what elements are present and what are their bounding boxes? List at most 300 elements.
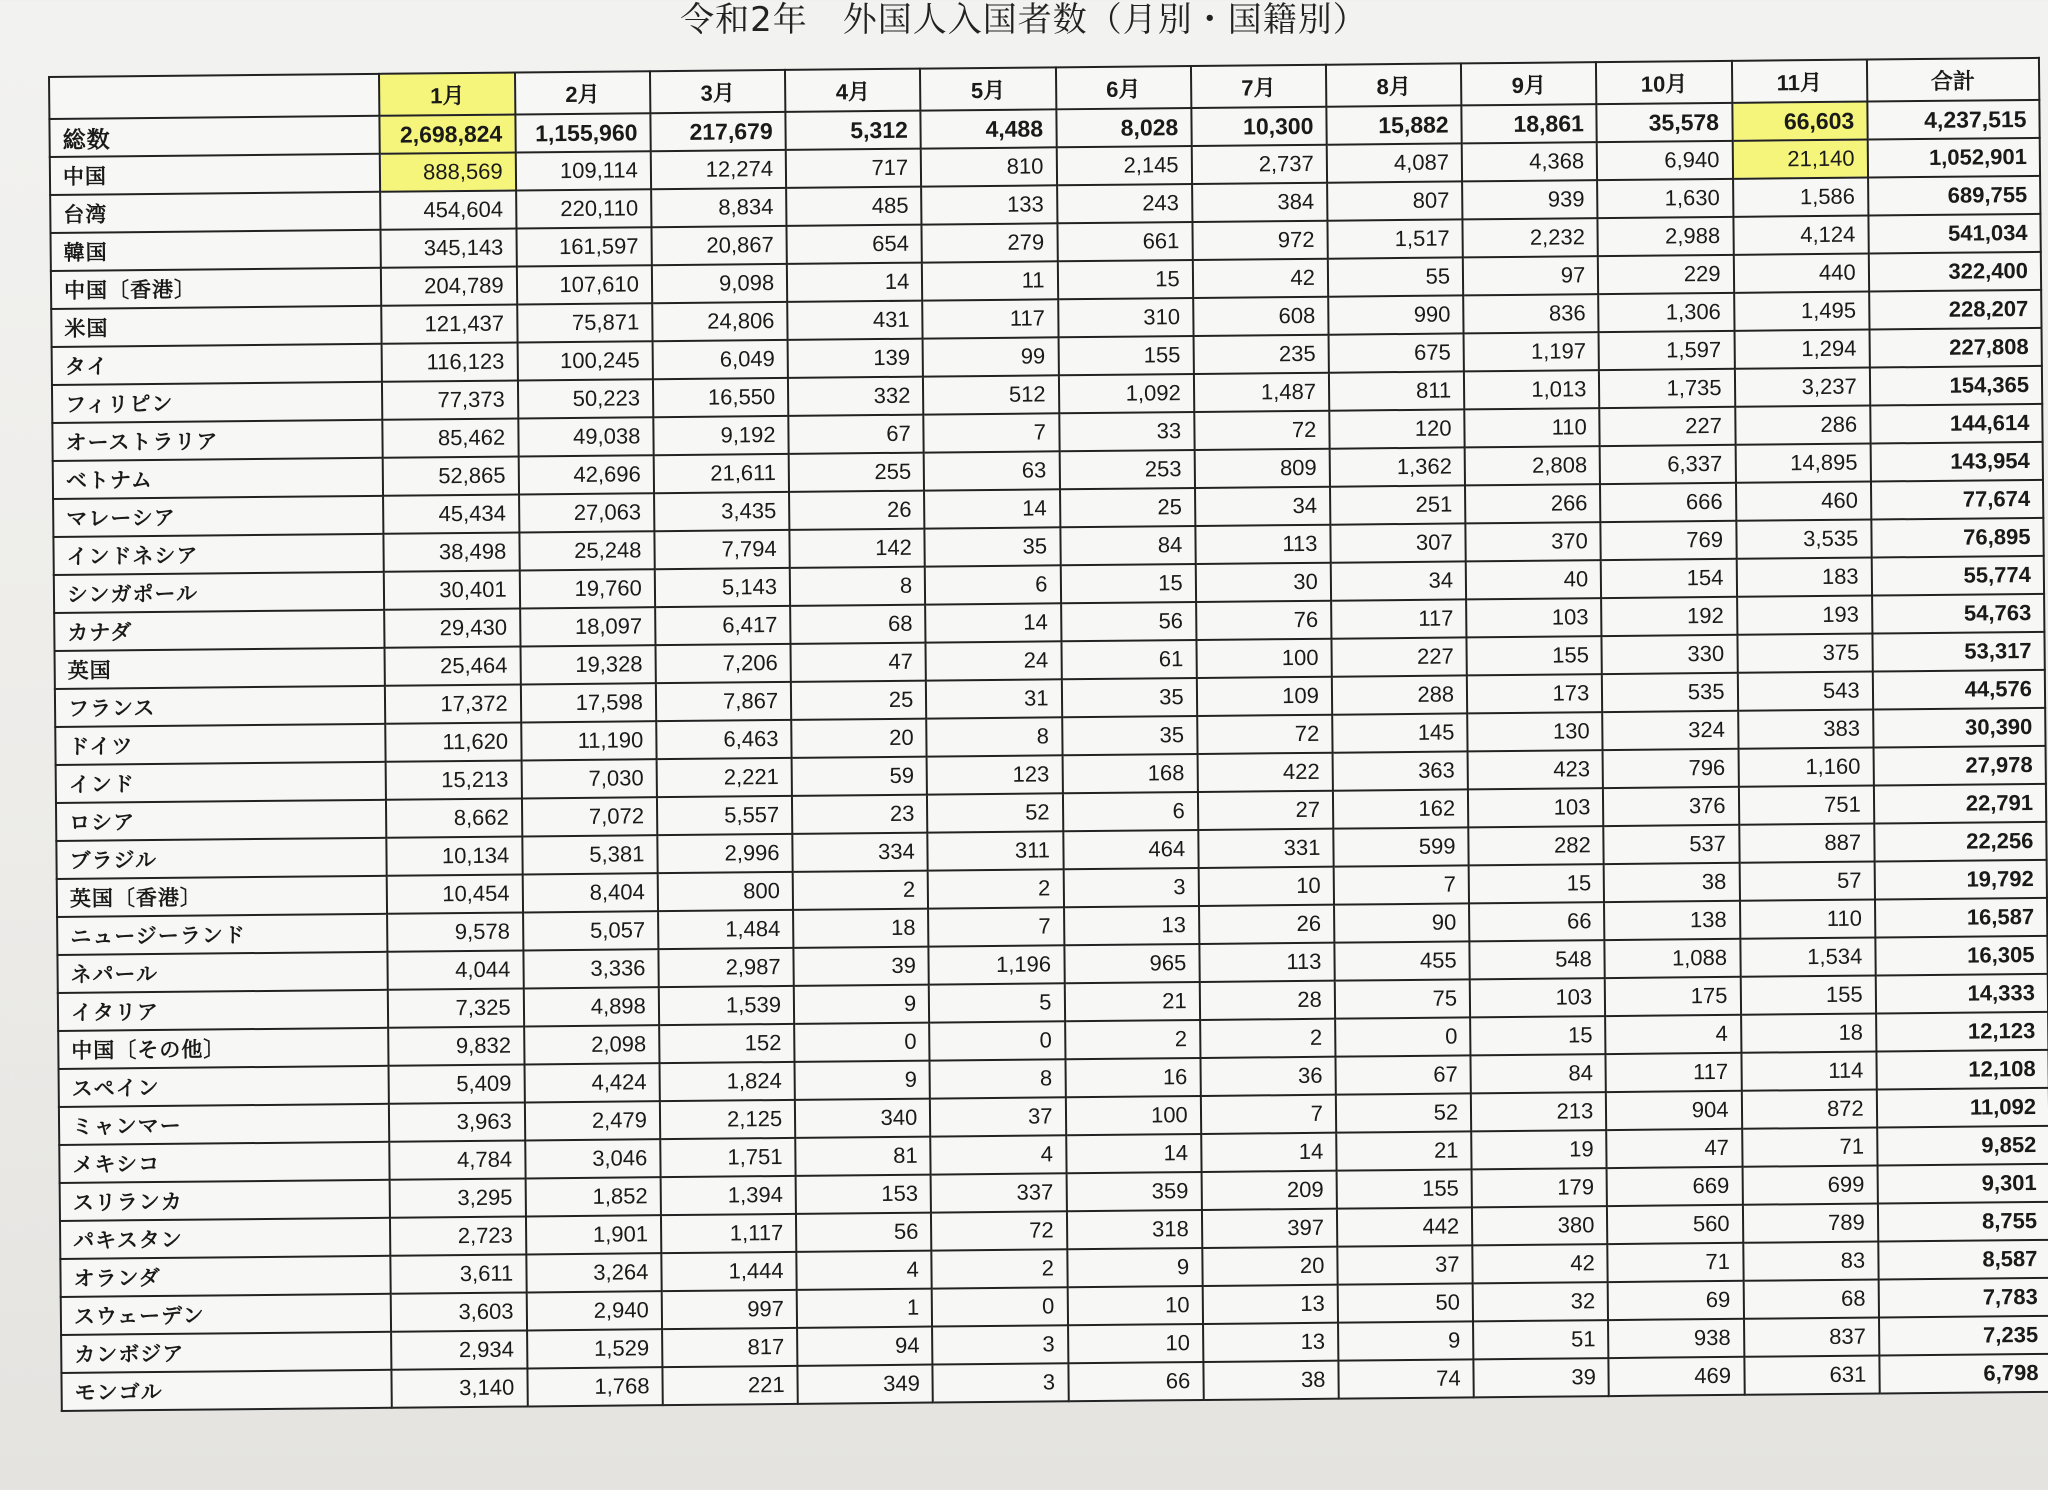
- month-value: 75: [1335, 979, 1471, 1018]
- column-header: 6月: [1055, 66, 1191, 109]
- month-value: 34: [1195, 487, 1331, 526]
- month-value: 120: [1329, 409, 1465, 448]
- month-value: 35: [1061, 678, 1197, 717]
- month-value: 42,696: [518, 455, 654, 494]
- month-value: 1,597: [1599, 331, 1735, 370]
- month-value: 16,550: [653, 378, 789, 417]
- month-value: 3: [933, 1363, 1069, 1402]
- month-value: 37: [1337, 1245, 1473, 1284]
- month-value: 965: [1064, 944, 1200, 983]
- total-value: 44,576: [1873, 670, 2046, 710]
- month-value: 330: [1602, 635, 1738, 674]
- month-value: 25,248: [519, 531, 655, 570]
- month-value: 25: [791, 681, 927, 720]
- month-value: 4: [796, 1251, 932, 1290]
- month-value: 817: [662, 1328, 798, 1367]
- month-value: 279: [922, 223, 1058, 262]
- month-value: 3,046: [525, 1139, 661, 1178]
- month-value: 345,143: [381, 229, 517, 268]
- month-value: 21,611: [654, 454, 790, 493]
- month-value: 12,274: [651, 150, 787, 189]
- total-value: 9,852: [1877, 1126, 2048, 1166]
- month-value: 50,223: [518, 379, 654, 418]
- month-value: 217,679: [650, 112, 786, 151]
- month-value: 9,578: [388, 912, 524, 951]
- month-value: 75,871: [517, 303, 653, 342]
- month-value: 14: [1201, 1133, 1337, 1172]
- month-value: 9: [795, 1061, 931, 1100]
- month-value: 1,534: [1740, 938, 1876, 977]
- month-value: 117: [1331, 599, 1467, 638]
- month-value: 2,723: [390, 1216, 526, 1255]
- month-value: 1,901: [526, 1215, 662, 1254]
- month-value: 4,087: [1327, 143, 1463, 182]
- column-header: 8月: [1326, 63, 1462, 106]
- month-value: 3,264: [526, 1253, 662, 1292]
- month-value: 2,988: [1598, 217, 1734, 256]
- month-value: 100,245: [517, 341, 653, 380]
- month-value: 6,337: [1600, 445, 1736, 484]
- total-value: 14,333: [1875, 974, 2048, 1014]
- month-value: 938: [1608, 1319, 1744, 1358]
- month-value: 72: [1197, 715, 1333, 754]
- month-value: 59: [792, 757, 928, 796]
- month-value: 103: [1466, 598, 1602, 637]
- month-value: 796: [1603, 749, 1739, 788]
- month-value: 142: [789, 529, 925, 568]
- total-value: 22,791: [1874, 784, 2047, 824]
- month-value: 109,114: [515, 151, 651, 190]
- month-value: 631: [1744, 1355, 1880, 1394]
- month-value: 66,603: [1732, 102, 1868, 141]
- month-value: 1,852: [525, 1177, 661, 1216]
- country-name: 台湾: [50, 192, 381, 233]
- total-value: 22,256: [1874, 822, 2047, 862]
- country-name: マレーシア: [53, 496, 384, 537]
- month-value: 1,197: [1464, 332, 1600, 371]
- month-value: 1,117: [661, 1214, 797, 1253]
- month-value: 85,462: [383, 419, 519, 458]
- month-value: 1,586: [1733, 178, 1869, 217]
- month-value: 90: [1334, 903, 1470, 942]
- month-value: 2,479: [525, 1101, 661, 1140]
- month-value: 423: [1468, 750, 1604, 789]
- total-value: 144,614: [1870, 404, 2043, 444]
- country-name: スリランカ: [60, 1180, 391, 1221]
- month-value: 36: [1200, 1057, 1336, 1096]
- month-value: 2,934: [392, 1330, 528, 1369]
- month-value: 138: [1604, 901, 1740, 940]
- month-value: 14: [925, 603, 1061, 642]
- month-value: 19,328: [520, 645, 656, 684]
- month-value: 331: [1198, 829, 1334, 868]
- month-value: 548: [1469, 940, 1605, 979]
- month-value: 789: [1742, 1203, 1878, 1242]
- month-value: 454,604: [381, 191, 517, 230]
- month-value: 17,598: [521, 683, 657, 722]
- country-name: 中国: [50, 154, 381, 195]
- month-value: 34: [1331, 561, 1467, 600]
- month-value: 68: [1743, 1279, 1879, 1318]
- total-value: 143,954: [1870, 442, 2043, 482]
- month-value: 535: [1602, 673, 1738, 712]
- column-header: 1月: [379, 73, 515, 116]
- total-value: 16,305: [1875, 936, 2048, 976]
- total-value: 12,108: [1876, 1050, 2048, 1090]
- month-value: 2,232: [1463, 218, 1599, 257]
- month-value: 512: [923, 375, 1059, 414]
- month-value: 154: [1601, 559, 1737, 598]
- month-value: 2,125: [660, 1100, 796, 1139]
- month-value: 35: [925, 527, 1061, 566]
- month-value: 380: [1472, 1206, 1608, 1245]
- month-value: 800: [658, 872, 794, 911]
- month-value: 318: [1066, 1210, 1202, 1249]
- month-value: 3,237: [1734, 368, 1870, 407]
- month-value: 109: [1197, 677, 1333, 716]
- month-value: 376: [1603, 787, 1739, 826]
- month-value: 9: [794, 985, 930, 1024]
- month-value: 0: [929, 1021, 1065, 1060]
- month-value: 560: [1607, 1205, 1743, 1244]
- header-corner: [49, 74, 380, 119]
- month-value: 811: [1329, 371, 1465, 410]
- month-value: 51: [1473, 1320, 1609, 1359]
- country-name: オーストラリア: [52, 420, 383, 461]
- month-value: 337: [931, 1173, 1067, 1212]
- month-value: 431: [787, 301, 923, 340]
- month-value: 63: [924, 451, 1060, 490]
- month-value: 67: [788, 415, 924, 454]
- month-value: 7: [1201, 1095, 1337, 1134]
- month-value: 4,124: [1733, 216, 1869, 255]
- month-value: 9,192: [653, 416, 789, 455]
- month-value: 661: [1057, 222, 1193, 261]
- column-header: 11月: [1731, 60, 1867, 103]
- month-value: 193: [1737, 596, 1873, 635]
- month-value: 10,300: [1191, 107, 1327, 146]
- month-value: 6: [925, 565, 1061, 604]
- month-value: 11: [922, 261, 1058, 300]
- month-value: 1: [797, 1289, 933, 1328]
- month-value: 155: [1336, 1169, 1472, 1208]
- total-value: 154,365: [1870, 366, 2043, 406]
- country-name: ブラジル: [56, 838, 387, 879]
- month-value: 5,057: [523, 911, 659, 950]
- month-value: 2,145: [1056, 146, 1192, 185]
- month-value: 21: [1336, 1131, 1472, 1170]
- country-name: 韓国: [51, 230, 382, 271]
- month-value: 100: [1065, 1096, 1201, 1135]
- month-value: 145: [1332, 713, 1468, 752]
- month-value: 8,662: [386, 798, 522, 837]
- month-value: 669: [1607, 1167, 1743, 1206]
- month-value: 7: [1334, 865, 1470, 904]
- month-value: 67: [1335, 1055, 1471, 1094]
- month-value: 440: [1733, 254, 1869, 293]
- month-value: 2,221: [656, 758, 792, 797]
- country-name: 中国〔その他〕: [58, 1028, 389, 1069]
- total-value: 11,092: [1877, 1088, 2048, 1128]
- month-value: 5,312: [785, 111, 921, 150]
- month-value: 161,597: [516, 227, 652, 266]
- month-value: 2,698,824: [380, 115, 516, 154]
- month-value: 47: [1607, 1129, 1743, 1168]
- month-value: 397: [1202, 1209, 1338, 1248]
- month-value: 255: [789, 453, 925, 492]
- month-value: 26: [1199, 905, 1335, 944]
- month-value: 282: [1468, 826, 1604, 865]
- total-value: 1,052,901: [1867, 138, 2040, 178]
- month-value: 7,072: [522, 797, 658, 836]
- total-value: 12,123: [1876, 1012, 2048, 1052]
- country-name: フランス: [55, 686, 386, 727]
- month-value: 15: [1057, 260, 1193, 299]
- month-value: 972: [1192, 221, 1328, 260]
- month-value: 121,437: [382, 305, 518, 344]
- month-value: 229: [1598, 255, 1734, 294]
- month-value: 15: [1470, 1016, 1606, 1055]
- table-body: [49, 100, 2048, 1411]
- month-value: 2: [1065, 1020, 1201, 1059]
- country-name: 英国: [55, 648, 386, 689]
- column-header: 合計: [1867, 58, 2040, 102]
- month-value: 363: [1332, 751, 1468, 790]
- column-header: 10月: [1596, 61, 1732, 104]
- month-value: 0: [932, 1287, 1068, 1326]
- immigration-table: [48, 57, 2048, 1412]
- country-name: イタリア: [58, 990, 389, 1031]
- month-value: 6,463: [656, 720, 792, 759]
- month-value: 81: [795, 1137, 931, 1176]
- month-value: 4,424: [524, 1063, 660, 1102]
- month-value: 1,088: [1605, 939, 1741, 978]
- month-value: 29,430: [385, 608, 521, 647]
- month-value: 1,155,960: [515, 113, 651, 152]
- month-value: 15,213: [386, 760, 522, 799]
- total-value: 322,400: [1869, 252, 2042, 292]
- month-value: 39: [793, 947, 929, 986]
- total-value: 30,390: [1873, 708, 2046, 748]
- country-name: ミャンマー: [59, 1104, 390, 1145]
- month-value: 1,517: [1327, 219, 1463, 258]
- month-value: 543: [1737, 672, 1873, 711]
- month-value: 179: [1472, 1168, 1608, 1207]
- month-value: 69: [1608, 1281, 1744, 1320]
- month-value: 18,097: [520, 607, 656, 646]
- month-value: 61: [1061, 640, 1197, 679]
- month-value: 27: [1198, 791, 1334, 830]
- month-value: 442: [1337, 1207, 1473, 1246]
- total-value: 227,808: [1869, 328, 2042, 368]
- month-value: 39: [1473, 1358, 1609, 1397]
- total-value: 541,034: [1868, 214, 2041, 254]
- month-value: 8: [790, 567, 926, 606]
- month-value: 370: [1465, 522, 1601, 561]
- month-value: 32: [1473, 1282, 1609, 1321]
- total-value: 76,895: [1871, 518, 2044, 558]
- month-value: 253: [1059, 450, 1195, 489]
- country-name: カンボジア: [61, 1332, 392, 1373]
- month-value: 26: [789, 491, 925, 530]
- month-value: 9,832: [389, 1026, 525, 1065]
- month-value: 24: [926, 641, 1062, 680]
- column-header: 2月: [515, 71, 651, 114]
- month-value: 83: [1743, 1241, 1879, 1280]
- total-value: 7,783: [1878, 1278, 2048, 1318]
- country-name: パキスタン: [60, 1218, 391, 1259]
- total-value: 4,237,515: [1867, 100, 2040, 140]
- month-value: 47: [791, 643, 927, 682]
- total-value: 77,674: [1871, 480, 2044, 520]
- month-value: 4,368: [1462, 142, 1598, 181]
- month-value: 3: [932, 1325, 1068, 1364]
- month-value: 42: [1193, 259, 1329, 298]
- month-value: 7,867: [656, 682, 792, 721]
- month-value: 872: [1741, 1089, 1877, 1128]
- month-value: 97: [1463, 256, 1599, 295]
- month-value: 68: [790, 605, 926, 644]
- month-value: 422: [1197, 753, 1333, 792]
- month-value: 0: [794, 1023, 930, 1062]
- month-value: 57: [1739, 862, 1875, 901]
- month-value: 1,824: [659, 1062, 795, 1101]
- month-value: 107,610: [517, 265, 653, 304]
- month-value: 837: [1744, 1317, 1880, 1356]
- month-value: 192: [1601, 597, 1737, 636]
- month-value: 50: [1338, 1283, 1474, 1322]
- month-value: 1,487: [1194, 373, 1330, 412]
- month-value: 2: [1200, 1019, 1336, 1058]
- month-value: 56: [796, 1213, 932, 1252]
- month-value: 103: [1468, 788, 1604, 827]
- total-value: 8,587: [1878, 1240, 2048, 1280]
- month-value: 209: [1201, 1171, 1337, 1210]
- country-name: ベトナム: [53, 458, 384, 499]
- month-value: 19,760: [519, 569, 655, 608]
- month-value: 2,996: [657, 834, 793, 873]
- country-name: メキシコ: [59, 1142, 390, 1183]
- month-value: 6,049: [652, 340, 788, 379]
- month-value: 1,362: [1330, 447, 1466, 486]
- month-value: 1,444: [661, 1252, 797, 1291]
- month-value: 117: [922, 299, 1058, 338]
- month-value: 139: [788, 339, 924, 378]
- month-value: 74: [1338, 1359, 1474, 1398]
- month-value: 100: [1196, 639, 1332, 678]
- month-value: 20: [791, 719, 927, 758]
- month-value: 2: [932, 1249, 1068, 1288]
- month-value: 14: [787, 263, 923, 302]
- month-value: 9: [1067, 1248, 1203, 1287]
- month-value: 654: [787, 225, 923, 264]
- month-value: 99: [923, 337, 1059, 376]
- month-value: 1,160: [1738, 748, 1874, 787]
- country-name: 総数: [49, 116, 380, 157]
- month-value: 66: [1469, 902, 1605, 941]
- month-value: 1,529: [527, 1329, 663, 1368]
- month-value: 1,768: [527, 1367, 663, 1406]
- month-value: 35: [1062, 716, 1198, 755]
- month-value: 11,620: [386, 722, 522, 761]
- page-title: 令和2年 外国人入国者数（月別・国籍別）: [680, 0, 1368, 40]
- month-value: 375: [1737, 634, 1873, 673]
- month-value: 997: [662, 1290, 798, 1329]
- month-value: 94: [797, 1327, 933, 1366]
- month-value: 10,454: [387, 874, 523, 913]
- month-value: 14: [1066, 1134, 1202, 1173]
- month-value: 31: [926, 679, 1062, 718]
- month-value: 19: [1471, 1130, 1607, 1169]
- country-name: シンガポール: [54, 572, 385, 613]
- month-value: 76: [1196, 601, 1332, 640]
- month-value: 2,808: [1465, 446, 1601, 485]
- month-value: 5,409: [389, 1064, 525, 1103]
- month-value: 243: [1057, 184, 1193, 223]
- month-value: 66: [1068, 1362, 1204, 1401]
- month-value: 38,498: [384, 532, 520, 571]
- month-value: 7: [924, 413, 1060, 452]
- month-value: 103: [1470, 978, 1606, 1017]
- country-name: カナダ: [54, 610, 385, 651]
- month-value: 332: [788, 377, 924, 416]
- month-value: 836: [1463, 294, 1599, 333]
- month-value: 71: [1742, 1127, 1878, 1166]
- month-value: 3,140: [392, 1368, 528, 1407]
- month-value: 3,535: [1736, 520, 1872, 559]
- month-value: 18: [1741, 1013, 1877, 1052]
- month-value: 18: [793, 909, 929, 948]
- month-value: 10: [1198, 867, 1334, 906]
- month-value: 13: [1064, 906, 1200, 945]
- month-value: 2,940: [526, 1291, 662, 1330]
- total-value: 27,978: [1873, 746, 2046, 786]
- month-value: 133: [921, 185, 1057, 224]
- month-value: 4: [931, 1135, 1067, 1174]
- month-value: 84: [1060, 526, 1196, 565]
- month-value: 3: [1063, 868, 1199, 907]
- month-value: 340: [795, 1099, 931, 1138]
- month-value: 3,603: [391, 1292, 527, 1331]
- month-value: 286: [1735, 406, 1871, 445]
- month-value: 33: [1059, 412, 1195, 451]
- month-value: 52: [1336, 1093, 1472, 1132]
- month-value: 464: [1063, 830, 1199, 869]
- month-value: 72: [1194, 411, 1330, 450]
- month-value: 9,098: [652, 264, 788, 303]
- month-value: 152: [659, 1024, 795, 1063]
- month-value: 84: [1471, 1054, 1607, 1093]
- month-value: 2,987: [658, 948, 794, 987]
- month-value: 227: [1331, 637, 1467, 676]
- month-value: 990: [1328, 295, 1464, 334]
- month-value: 20,867: [651, 226, 787, 265]
- month-value: 7,325: [388, 988, 524, 1027]
- total-value: 55,774: [1871, 556, 2044, 596]
- month-value: 77,373: [382, 381, 518, 420]
- month-value: 52,865: [383, 457, 519, 496]
- month-value: 769: [1601, 521, 1737, 560]
- month-value: 155: [1058, 336, 1194, 375]
- month-value: 4: [1605, 1015, 1741, 1054]
- table-container: [48, 57, 2048, 1428]
- month-value: 30: [1195, 563, 1331, 602]
- month-value: 168: [1062, 754, 1198, 793]
- month-value: 153: [796, 1175, 932, 1214]
- month-value: 21: [1064, 982, 1200, 1021]
- country-name: 英国〔香港〕: [57, 876, 388, 917]
- month-value: 1,013: [1464, 370, 1600, 409]
